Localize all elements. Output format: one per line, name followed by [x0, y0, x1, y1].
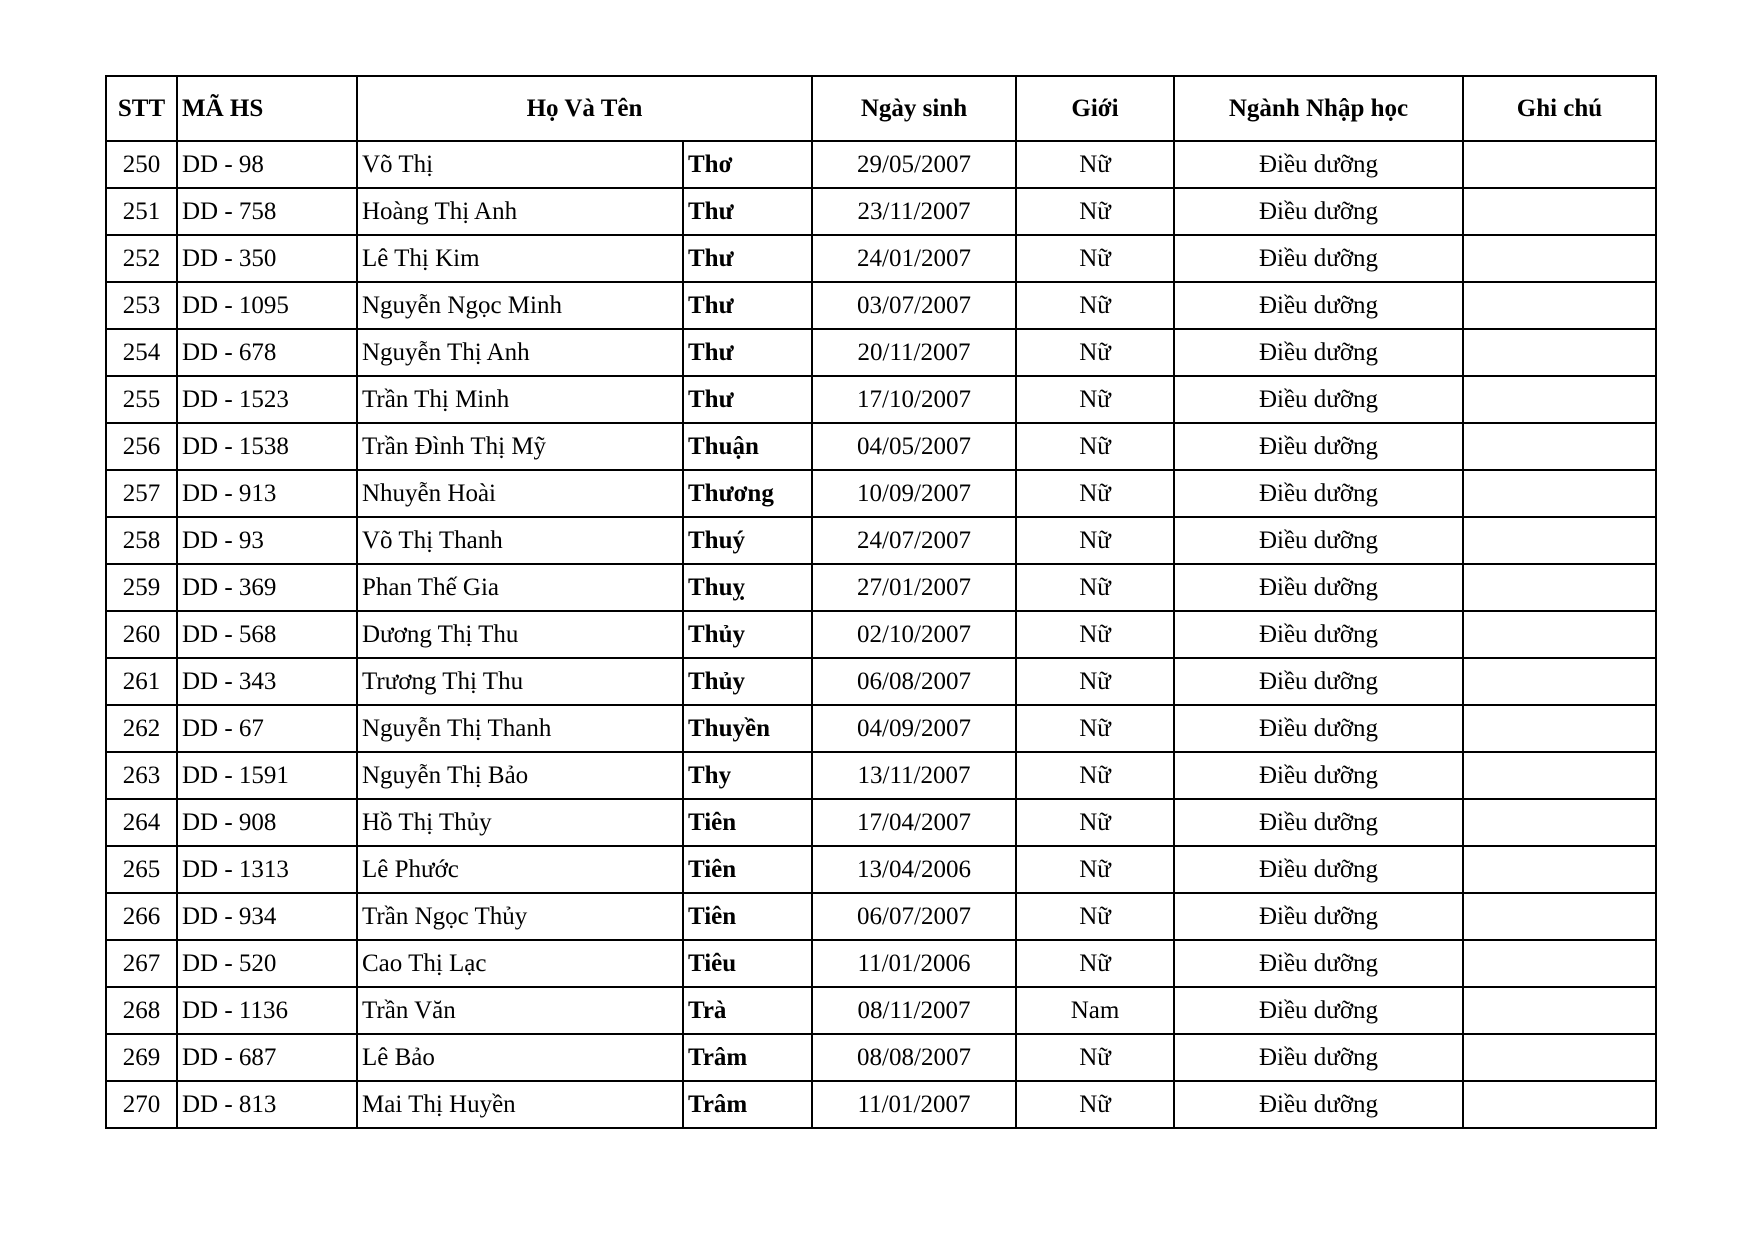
student-id-cell: DD - 813 — [177, 1081, 357, 1128]
major-cell: Điều dưỡng — [1174, 329, 1463, 376]
surname-cell: Hoàng Thị Anh — [357, 188, 683, 235]
given-name-cell: Thư — [683, 376, 812, 423]
table-row — [106, 1034, 1656, 1081]
surname-cell: Lê Bảo — [357, 1034, 683, 1081]
header-student-id: MÃ HS — [177, 76, 357, 141]
student-id-cell: DD - 678 — [177, 329, 357, 376]
dob-cell: 03/07/2007 — [812, 282, 1016, 329]
given-name-cell: Thư — [683, 235, 812, 282]
table-row — [106, 188, 1656, 235]
given-name-cell: Thuỵ — [683, 564, 812, 611]
student-id-cell: DD - 758 — [177, 188, 357, 235]
gender-cell: Nữ — [1016, 329, 1174, 376]
student-list-table — [105, 75, 1657, 1129]
student-id-cell: DD - 1136 — [177, 987, 357, 1034]
header-dob: Ngày sinh — [812, 76, 1016, 141]
stt-cell: 251 — [106, 188, 177, 235]
stt-cell: 269 — [106, 1034, 177, 1081]
gender-cell: Nữ — [1016, 799, 1174, 846]
table-row — [106, 705, 1656, 752]
gender-cell: Nữ — [1016, 752, 1174, 799]
surname-cell: Trần Thị Minh — [357, 376, 683, 423]
dob-cell: 08/11/2007 — [812, 987, 1016, 1034]
stt-cell: 264 — [106, 799, 177, 846]
student-id-cell: DD - 908 — [177, 799, 357, 846]
gender-cell: Nữ — [1016, 1034, 1174, 1081]
student-id-cell: DD - 934 — [177, 893, 357, 940]
major-cell: Điều dưỡng — [1174, 517, 1463, 564]
student-id-cell: DD - 687 — [177, 1034, 357, 1081]
note-cell — [1463, 470, 1656, 517]
table-row — [106, 752, 1656, 799]
student-id-cell: DD - 98 — [177, 141, 357, 188]
stt-cell: 257 — [106, 470, 177, 517]
dob-cell: 06/07/2007 — [812, 893, 1016, 940]
stt-cell: 255 — [106, 376, 177, 423]
student-id-cell: DD - 1523 — [177, 376, 357, 423]
given-name-cell: Thương — [683, 470, 812, 517]
surname-cell: Lê Phước — [357, 846, 683, 893]
note-cell — [1463, 658, 1656, 705]
dob-cell: 17/10/2007 — [812, 376, 1016, 423]
note-cell — [1463, 752, 1656, 799]
major-cell: Điều dưỡng — [1174, 940, 1463, 987]
student-id-cell: DD - 1095 — [177, 282, 357, 329]
major-cell: Điều dưỡng — [1174, 705, 1463, 752]
gender-cell: Nữ — [1016, 611, 1174, 658]
note-cell — [1463, 141, 1656, 188]
dob-cell: 10/09/2007 — [812, 470, 1016, 517]
stt-cell: 250 — [106, 141, 177, 188]
gender-cell: Nữ — [1016, 423, 1174, 470]
table-row — [106, 893, 1656, 940]
given-name-cell: Trâm — [683, 1034, 812, 1081]
student-id-cell: DD - 343 — [177, 658, 357, 705]
header-major: Ngành Nhập học — [1174, 76, 1463, 141]
given-name-cell: Thy — [683, 752, 812, 799]
surname-cell: Trương Thị Thu — [357, 658, 683, 705]
given-name-cell: Thuận — [683, 423, 812, 470]
student-id-cell: DD - 1591 — [177, 752, 357, 799]
dob-cell: 02/10/2007 — [812, 611, 1016, 658]
table-row — [106, 141, 1656, 188]
surname-cell: Nguyễn Ngọc Minh — [357, 282, 683, 329]
major-cell: Điều dưỡng — [1174, 846, 1463, 893]
student-id-cell: DD - 520 — [177, 940, 357, 987]
dob-cell: 08/08/2007 — [812, 1034, 1016, 1081]
given-name-cell: Thư — [683, 188, 812, 235]
given-name-cell: Thủy — [683, 658, 812, 705]
major-cell: Điều dưỡng — [1174, 799, 1463, 846]
table-row — [106, 376, 1656, 423]
major-cell: Điều dưỡng — [1174, 1034, 1463, 1081]
surname-cell: Cao Thị Lạc — [357, 940, 683, 987]
note-cell — [1463, 705, 1656, 752]
student-id-cell: DD - 1313 — [177, 846, 357, 893]
major-cell: Điều dưỡng — [1174, 564, 1463, 611]
note-cell — [1463, 1081, 1656, 1128]
stt-cell: 258 — [106, 517, 177, 564]
given-name-cell: Thuý — [683, 517, 812, 564]
student-id-cell: DD - 568 — [177, 611, 357, 658]
student-id-cell: DD - 67 — [177, 705, 357, 752]
dob-cell: 29/05/2007 — [812, 141, 1016, 188]
dob-cell: 17/04/2007 — [812, 799, 1016, 846]
major-cell: Điều dưỡng — [1174, 188, 1463, 235]
gender-cell: Nữ — [1016, 893, 1174, 940]
surname-cell: Dương Thị Thu — [357, 611, 683, 658]
given-name-cell: Trà — [683, 987, 812, 1034]
dob-cell: 06/08/2007 — [812, 658, 1016, 705]
gender-cell: Nữ — [1016, 141, 1174, 188]
dob-cell: 23/11/2007 — [812, 188, 1016, 235]
major-cell: Điều dưỡng — [1174, 141, 1463, 188]
surname-cell: Nguyễn Thị Bảo — [357, 752, 683, 799]
note-cell — [1463, 611, 1656, 658]
major-cell: Điều dưỡng — [1174, 282, 1463, 329]
major-cell: Điều dưỡng — [1174, 235, 1463, 282]
table-row — [106, 564, 1656, 611]
surname-cell: Võ Thị — [357, 141, 683, 188]
surname-cell: Lê Thị Kim — [357, 235, 683, 282]
stt-cell: 270 — [106, 1081, 177, 1128]
surname-cell: Trần Văn — [357, 987, 683, 1034]
dob-cell: 13/11/2007 — [812, 752, 1016, 799]
dob-cell: 24/01/2007 — [812, 235, 1016, 282]
stt-cell: 266 — [106, 893, 177, 940]
header-gender: Giới — [1016, 76, 1174, 141]
note-cell — [1463, 188, 1656, 235]
stt-cell: 254 — [106, 329, 177, 376]
table-row — [106, 940, 1656, 987]
major-cell: Điều dưỡng — [1174, 376, 1463, 423]
table-row — [106, 846, 1656, 893]
stt-cell: 253 — [106, 282, 177, 329]
stt-cell: 252 — [106, 235, 177, 282]
major-cell: Điều dưỡng — [1174, 470, 1463, 517]
gender-cell: Nữ — [1016, 846, 1174, 893]
gender-cell: Nữ — [1016, 1081, 1174, 1128]
note-cell — [1463, 376, 1656, 423]
stt-cell: 256 — [106, 423, 177, 470]
surname-cell: Mai Thị Huyền — [357, 1081, 683, 1128]
dob-cell: 11/01/2007 — [812, 1081, 1016, 1128]
given-name-cell: Trâm — [683, 1081, 812, 1128]
surname-cell: Trần Đình Thị Mỹ — [357, 423, 683, 470]
dob-cell: 13/04/2006 — [812, 846, 1016, 893]
student-id-cell: DD - 350 — [177, 235, 357, 282]
dob-cell: 04/09/2007 — [812, 705, 1016, 752]
surname-cell: Phan Thế Gia — [357, 564, 683, 611]
note-cell — [1463, 1034, 1656, 1081]
note-cell — [1463, 940, 1656, 987]
note-cell — [1463, 235, 1656, 282]
surname-cell: Nguyễn Thị Thanh — [357, 705, 683, 752]
gender-cell: Nữ — [1016, 376, 1174, 423]
header-stt: STT — [106, 76, 177, 141]
note-cell — [1463, 799, 1656, 846]
stt-cell: 268 — [106, 987, 177, 1034]
surname-cell: Nguyễn Thị Anh — [357, 329, 683, 376]
given-name-cell: Thủy — [683, 611, 812, 658]
given-name-cell: Tiên — [683, 799, 812, 846]
major-cell: Điều dưỡng — [1174, 423, 1463, 470]
stt-cell: 263 — [106, 752, 177, 799]
surname-cell: Nhuyễn Hoài — [357, 470, 683, 517]
table-row — [106, 517, 1656, 564]
major-cell: Điều dưỡng — [1174, 658, 1463, 705]
gender-cell: Nữ — [1016, 564, 1174, 611]
given-name-cell: Thuyền — [683, 705, 812, 752]
gender-cell: Nữ — [1016, 470, 1174, 517]
dob-cell: 24/07/2007 — [812, 517, 1016, 564]
stt-cell: 261 — [106, 658, 177, 705]
student-id-cell: DD - 369 — [177, 564, 357, 611]
table-row — [106, 282, 1656, 329]
table-row — [106, 235, 1656, 282]
table-row — [106, 658, 1656, 705]
note-cell — [1463, 517, 1656, 564]
surname-cell: Hồ Thị Thủy — [357, 799, 683, 846]
table-row — [106, 423, 1656, 470]
student-id-cell: DD - 913 — [177, 470, 357, 517]
dob-cell: 11/01/2006 — [812, 940, 1016, 987]
dob-cell: 27/01/2007 — [812, 564, 1016, 611]
gender-cell: Nam — [1016, 987, 1174, 1034]
surname-cell: Võ Thị Thanh — [357, 517, 683, 564]
header-row — [106, 76, 1656, 141]
gender-cell: Nữ — [1016, 188, 1174, 235]
table-row — [106, 1081, 1656, 1128]
note-cell — [1463, 846, 1656, 893]
table-body — [106, 141, 1656, 1128]
table-row — [106, 799, 1656, 846]
table-row — [106, 470, 1656, 517]
stt-cell: 265 — [106, 846, 177, 893]
note-cell — [1463, 423, 1656, 470]
stt-cell: 259 — [106, 564, 177, 611]
table-row — [106, 987, 1656, 1034]
major-cell: Điều dưỡng — [1174, 611, 1463, 658]
major-cell: Điều dưỡng — [1174, 752, 1463, 799]
table-row — [106, 611, 1656, 658]
stt-cell: 260 — [106, 611, 177, 658]
gender-cell: Nữ — [1016, 705, 1174, 752]
gender-cell: Nữ — [1016, 940, 1174, 987]
dob-cell: 20/11/2007 — [812, 329, 1016, 376]
surname-cell: Trần Ngọc Thủy — [357, 893, 683, 940]
gender-cell: Nữ — [1016, 517, 1174, 564]
major-cell: Điều dưỡng — [1174, 1081, 1463, 1128]
gender-cell: Nữ — [1016, 658, 1174, 705]
gender-cell: Nữ — [1016, 282, 1174, 329]
stt-cell: 267 — [106, 940, 177, 987]
given-name-cell: Tiêu — [683, 940, 812, 987]
dob-cell: 04/05/2007 — [812, 423, 1016, 470]
header-full-name: Họ Và Tên — [357, 76, 812, 141]
gender-cell: Nữ — [1016, 235, 1174, 282]
note-cell — [1463, 329, 1656, 376]
table-row — [106, 329, 1656, 376]
note-cell — [1463, 564, 1656, 611]
major-cell: Điều dưỡng — [1174, 893, 1463, 940]
stt-cell: 262 — [106, 705, 177, 752]
student-id-cell: DD - 1538 — [177, 423, 357, 470]
major-cell: Điều dưỡng — [1174, 987, 1463, 1034]
given-name-cell: Thư — [683, 329, 812, 376]
given-name-cell: Thư — [683, 282, 812, 329]
note-cell — [1463, 893, 1656, 940]
note-cell — [1463, 987, 1656, 1034]
note-cell — [1463, 282, 1656, 329]
given-name-cell: Tiên — [683, 846, 812, 893]
given-name-cell: Thơ — [683, 141, 812, 188]
given-name-cell: Tiên — [683, 893, 812, 940]
student-id-cell: DD - 93 — [177, 517, 357, 564]
header-note: Ghi chú — [1463, 76, 1656, 141]
